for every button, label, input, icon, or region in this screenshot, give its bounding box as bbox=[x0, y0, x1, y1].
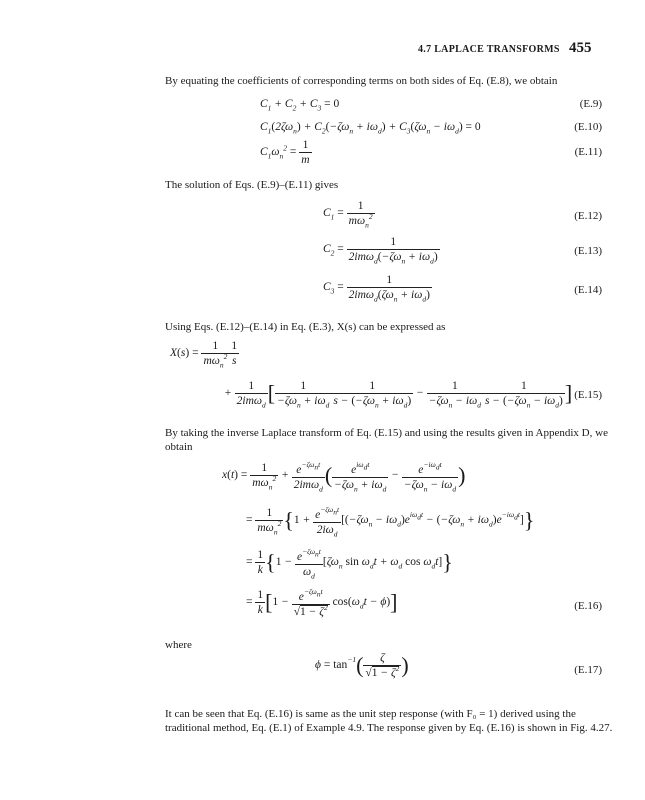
equation-e16-line1: x(t) = $\frac{1}{m\omega_n^2}$ + $\frac{e^{-\zeta\omega_nt}}{2im\omega_d}$ ( $\frac{e^{i\omega_dt}}{-\zeta\omega_n + i\omega_d}$ − $\frac{e^{-i\omega_dt}}{-\zeta\omega_n - i\omega_d}$ ) bbox=[222, 460, 466, 494]
equation-number-e13: (E.13) bbox=[574, 245, 602, 257]
equation-e10: $C_1(2\zeta\omega_n) + C_2(-\zeta\omega_n + i\omega_d) + C_3(\zeta\omega_n - i\omega_d) = 0$ bbox=[260, 121, 481, 136]
equation-number-e14: (E.14) bbox=[574, 284, 602, 296]
equation-e16-line4: = $\frac{1}{k}$ [1 − $\frac{e^{-\zeta\omega_nt}}{√1 - \zeta^2}$ $\cos(\omega_dt - \phi)$] bbox=[246, 587, 398, 618]
equation-number-e17: (E.17) bbox=[574, 664, 602, 676]
equation-e9: $C_1 + C_2 + C_3 = 0$ bbox=[260, 98, 340, 113]
equation-number-e9: (E.9) bbox=[579, 98, 602, 110]
equation-number-e11: (E.11) bbox=[574, 146, 602, 158]
page-number: 455 bbox=[569, 40, 592, 56]
equation-e13: $C_2$ = $\frac{1}{2im\omega_d(-\zeta\omega_n + i\omega_d)}$ bbox=[323, 236, 438, 266]
equation-number-e12: (E.12) bbox=[574, 210, 602, 222]
paragraph-conclusion: It can be seen that Eq. (E.16) is same as the unit step response (with F₀ = 1) derived using the traditional method, Eq. (E.1) of Example 4.9. The response given by Eq. (E.16) is shown in Fig. 4.27. bbox=[165, 708, 613, 734]
paragraph-using-eqs: Using Eqs. (E.12)–(E.14) in Eq. (E.3), X(s) can be expressed as bbox=[165, 321, 446, 333]
paragraph-solution: The solution of Eqs. (E.9)–(E.11) gives bbox=[165, 179, 339, 191]
paragraph-inverse-laplace: By taking the inverse Laplace transform of Eq. (E.15) and using the results given in Appendix D, we obtain bbox=[165, 427, 608, 453]
equation-e17: $\phi = \tan^{-1}$( $\frac{\zeta}{√1 - \zeta^2}$ ) bbox=[315, 652, 409, 679]
equation-e16-line3: = $\frac{1}{k}$ {1 − $\frac{e^{-\zeta\omega_nt}}{\omega_d}$ [$\zeta\omega_n$ $\sin \omega_dt + \omega_d$ $\cos \omega_dt$]} bbox=[246, 547, 453, 581]
equation-e14: $C_3$ = $\frac{1}{2im\omega_d(\zeta\omega_n + i\omega_d)}$ bbox=[323, 274, 430, 304]
equation-number-e16: (E.16) bbox=[574, 600, 602, 612]
equation-number-e15: (E.15) bbox=[574, 389, 602, 401]
equation-e15-line1: X(s) = $\frac{1}{m\omega_n^2}$ $\frac{1}{s}$ bbox=[170, 340, 238, 370]
equation-number-e10: (E.10) bbox=[574, 121, 602, 133]
paragraph-coefficients: By equating the coefficients of corresponding terms on both sides of Eq. (E.8), we obtain bbox=[165, 75, 558, 87]
paragraph-where: where bbox=[165, 639, 192, 651]
equation-e16-line2: = $\frac{1}{m\omega_n^2}$ {1 + $\frac{e^{-\zeta\omega_nt}}{2i\omega_d}$ $[(-\zeta\omega_n - i\omega_d)e^{i\omega_dt} - (-\zeta\omega_n + i\omega_d)e^{-i\omega_dt}]$} bbox=[246, 505, 535, 539]
equation-e12: $C_1$ = $\frac{1}{m\omega_n^2}$ bbox=[323, 200, 373, 230]
running-header: 4.7 LAPLACE TRANSFORMS bbox=[418, 44, 560, 55]
equation-e11: $C_1\omega_n^2$ = $\frac{1}{m}$ bbox=[260, 139, 310, 166]
equation-e15-line2: + $\frac{1}{2im\omega_d}$ [ $\frac{1}{-\zeta\omega_n + i\omega_d}$ $\frac{1}{s - (-\zeta\omega_n + i\omega_d)}$ − $\frac{1}{-\zeta\omega_n - i\omega_d}$ $\frac{1}{s - (-\zeta\omega_n - i\omega_d)}$ ] bbox=[224, 380, 573, 410]
